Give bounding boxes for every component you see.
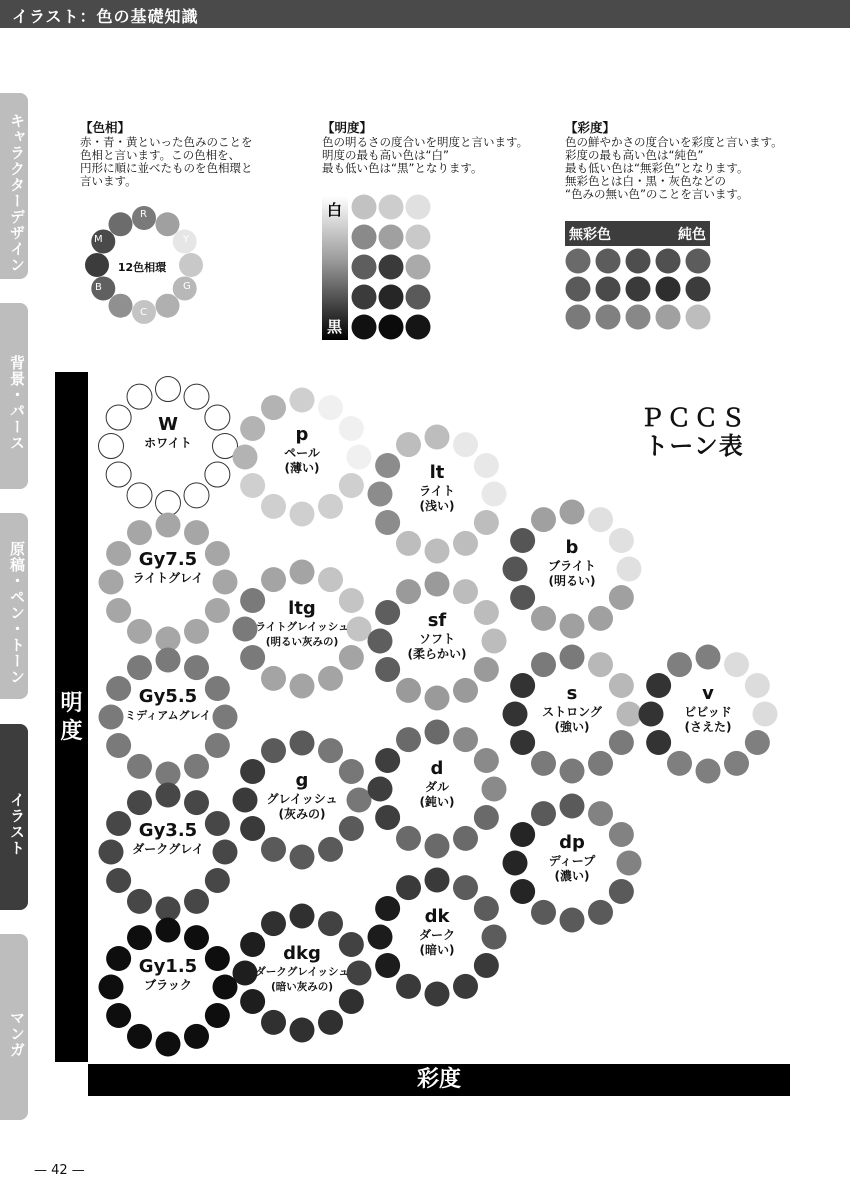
ring-gy15-dot (184, 1024, 209, 1049)
value-swatch-dot (379, 195, 404, 220)
chroma-swatch-dot (626, 249, 651, 274)
side-tab-label: マンガ (8, 1010, 26, 1058)
hue-text-line: 言います。 (80, 174, 137, 188)
tone-label-dkg (247, 943, 357, 995)
tone-label-dp (517, 832, 627, 884)
tone-label-b (517, 537, 627, 589)
ring-w-dot (156, 491, 181, 516)
ring-lt-dot (425, 539, 450, 564)
tone-name: ディープ (548, 854, 596, 868)
ring-ltg-dot (261, 666, 286, 691)
hue-letter-c: C (140, 307, 147, 318)
ring-s-dot (588, 751, 613, 776)
ring-dk-dot (425, 868, 450, 893)
tone-label-gy35 (113, 820, 223, 857)
chroma-text-line: 彩度の最も高い色は“純色” (565, 148, 704, 162)
ring-b-dot (560, 614, 585, 639)
ring-p-dot (261, 395, 286, 420)
tone-code: ltg (288, 598, 316, 619)
value-swatch-dot (352, 285, 377, 310)
tone-name: ブライト (548, 559, 596, 573)
tone-code: Gy5.5 (138, 686, 198, 707)
ring-dk-dot (453, 974, 478, 999)
ring-gy35-dot (127, 790, 152, 815)
ring-v-dot (667, 652, 692, 677)
value-swatch-dot (406, 195, 431, 220)
ring-ltg-dot (318, 666, 343, 691)
ring-ltg-dot (290, 674, 315, 699)
tone-name: (灰みの) (278, 807, 326, 821)
ring-gy35-dot (184, 790, 209, 815)
ring-ltg-dot (290, 560, 315, 585)
ring-s-dot (531, 751, 556, 776)
side-tab-label: 原稿・ペン・トーン (8, 541, 26, 685)
chroma-swatch-dot (686, 249, 711, 274)
hue-letter-r: R (140, 209, 147, 220)
tone-label-gy15 (113, 956, 223, 993)
ring-dkg-dot (290, 904, 315, 929)
ring-s-dot (560, 759, 585, 784)
tone-code: b (565, 537, 579, 558)
tone-code: p (295, 424, 309, 445)
ring-s-dot (531, 652, 556, 677)
tone-label-sf (382, 610, 492, 662)
tone-code: dkg (283, 943, 321, 964)
ring-dkg-dot (261, 1010, 286, 1035)
tone-code: v (702, 683, 714, 704)
tone-code: W (158, 414, 178, 435)
ring-lt-dot (453, 432, 478, 457)
value-text-line: 色の明るさの度合いを明度と言います。 (322, 135, 529, 149)
achromatic-label: 無彩色 (569, 227, 611, 243)
tone-name: (暗い) (419, 943, 455, 957)
ring-v-dot (724, 751, 749, 776)
tone-name: (強い) (554, 720, 590, 734)
chroma-swatch-dot (656, 277, 681, 302)
ring-b-dot (588, 507, 613, 532)
tone-name: ダークグレイ (132, 842, 204, 856)
value-swatch-dot (379, 225, 404, 250)
chroma-swatch-dot (626, 277, 651, 302)
ring-p-dot (318, 395, 343, 420)
ring-d-dot (396, 826, 421, 851)
ring-dkg-dot (318, 911, 343, 936)
chroma-swatch-dot (566, 305, 591, 330)
ring-dkg-dot (318, 1010, 343, 1035)
hue-letter-g: G (183, 281, 191, 292)
tone-name: ビビッド (684, 705, 732, 719)
ring-gy75-dot (205, 598, 230, 623)
ring-gy55-dot (156, 648, 181, 673)
value-swatch-dot (379, 255, 404, 280)
tone-code: sf (427, 610, 447, 631)
ring-sf-dot (453, 678, 478, 703)
ring-v-dot (667, 751, 692, 776)
tone-code: lt (429, 462, 445, 483)
chroma-text-line: 最も低い色は“無彩色”となります。 (565, 161, 749, 175)
ring-lt-dot (453, 531, 478, 556)
tone-label-w (113, 414, 223, 451)
ring-g-dot (318, 837, 343, 862)
value-swatch-dot (406, 285, 431, 310)
ring-d-dot (425, 720, 450, 745)
tone-label-dk (382, 906, 492, 958)
chroma-axis-label: 彩度 (416, 1067, 461, 1092)
ring-dkg-dot (290, 1018, 315, 1043)
chroma-swatch-dot (596, 277, 621, 302)
tone-name: (明るい灰みの) (265, 636, 339, 648)
ring-dk-dot (453, 875, 478, 900)
tone-code: d (430, 758, 444, 779)
ring-g-dot (318, 738, 343, 763)
ring-v-dot (696, 759, 721, 784)
tone-code: s (566, 683, 578, 704)
ring-gy15-dot (156, 918, 181, 943)
ring-v-dot (724, 652, 749, 677)
tone-code: dk (424, 906, 450, 927)
value-swatch-dot (406, 255, 431, 280)
ring-dp-dot (588, 900, 613, 925)
black-label: 黒 (327, 318, 343, 336)
ring-p-dot (318, 494, 343, 519)
chroma-swatch-dot (686, 305, 711, 330)
hue-text-line: 色相と言います。この色相を、 (80, 148, 241, 162)
hue-text-line: 円形に順に並べたものを色相環と (80, 161, 253, 175)
side-tab-label: イラスト (8, 792, 26, 856)
ring-p-dot (290, 388, 315, 413)
tone-name: (浅い) (419, 499, 455, 513)
hue-wheel-label: 12色相環 (117, 261, 167, 274)
ring-p-dot (240, 473, 265, 498)
ring-sf-dot (453, 579, 478, 604)
pure-color-label: 純色 (678, 227, 706, 243)
ring-gy55-dot (106, 733, 131, 758)
tone-label-g (247, 770, 357, 822)
ring-v-dot (696, 645, 721, 670)
tone-label-gy75 (113, 549, 223, 586)
value-swatch-dot (379, 315, 404, 340)
ring-gy75-dot (184, 619, 209, 644)
ring-b-dot (531, 507, 556, 532)
ring-dp-dot (531, 801, 556, 826)
tone-label-v (653, 683, 763, 735)
ring-g-dot (261, 837, 286, 862)
page-title: イラスト：色の基礎知識 (12, 7, 199, 26)
ring-gy55-dot (127, 754, 152, 779)
ring-gy55-dot (184, 754, 209, 779)
ring-dp-dot (588, 801, 613, 826)
ring-g-dot (261, 738, 286, 763)
tone-name: ストロング (542, 705, 602, 719)
ring-p-dot (290, 502, 315, 527)
chroma-text-line: 色の鮮やかさの度合いを彩度と言います。 (565, 135, 783, 149)
ring-w-dot (184, 384, 209, 409)
ring-dk-dot (396, 974, 421, 999)
side-tab-label: キャラクターデザイン (8, 113, 26, 273)
chroma-swatch-dot (566, 277, 591, 302)
ring-w-dot (184, 483, 209, 508)
ring-dk-dot (425, 982, 450, 1007)
ring-gy15-dot (106, 1003, 131, 1028)
tone-name: ライト (419, 484, 455, 498)
tone-name: グレイッシュ (266, 792, 338, 806)
tone-label-p (247, 424, 357, 476)
ring-dkg-dot (261, 911, 286, 936)
page-number: — 42 — (34, 1163, 85, 1178)
tone-name: ブラック (144, 978, 192, 992)
hue-letter-m: M (94, 234, 103, 245)
ring-gy35-dot (106, 868, 131, 893)
ring-p-dot (261, 494, 286, 519)
ring-d-dot (453, 727, 478, 752)
ring-d-dot (396, 727, 421, 752)
ring-gy15-dot (184, 925, 209, 950)
ring-gy55-dot (127, 655, 152, 680)
tone-name: (明るい) (548, 574, 596, 588)
ring-w-dot (127, 384, 152, 409)
chart-title-line: トーン表 (644, 432, 744, 460)
ring-gy15-dot (205, 1003, 230, 1028)
value-text-line: 明度の最も高い色は“白” (322, 148, 449, 162)
chroma-swatch-dot (656, 305, 681, 330)
chroma-text-line: “色みの無い色”のことを言います。 (565, 187, 749, 201)
tone-name: (さえた) (684, 720, 732, 734)
tone-label-s (517, 683, 627, 735)
value-swatch-dot (352, 315, 377, 340)
ring-w-dot (156, 377, 181, 402)
chroma-swatch-dot (626, 305, 651, 330)
ring-sf-dot (425, 572, 450, 597)
hue-letter-y: Y (183, 234, 190, 245)
tone-code: g (295, 770, 309, 791)
ring-s-dot (588, 652, 613, 677)
value-swatch-dot (379, 285, 404, 310)
tone-name: ダークグレイッシュ (255, 966, 349, 978)
value-swatch-dot (406, 315, 431, 340)
ring-gy75-dot (106, 598, 131, 623)
ring-w-dot (106, 462, 131, 487)
ring-dk-dot (396, 875, 421, 900)
ring-gy15-dot (127, 925, 152, 950)
hue-wheel-dot (109, 294, 133, 318)
ring-b-dot (560, 500, 585, 525)
ring-gy15-dot (156, 1032, 181, 1057)
chroma-swatch-dot (686, 277, 711, 302)
ring-g-dot (290, 845, 315, 870)
ring-gy75-dot (184, 520, 209, 545)
chroma-text-line: 無彩色とは白・黒・灰色などの (565, 174, 726, 188)
tone-name: ダル (424, 780, 449, 794)
ring-gy75-dot (156, 513, 181, 538)
tone-name: (柔らかい) (407, 647, 467, 661)
tone-label-lt (382, 462, 492, 514)
ring-gy55-dot (184, 655, 209, 680)
ring-gy35-dot (184, 889, 209, 914)
tone-name: (暗い灰みの) (270, 981, 334, 993)
tone-name: ダーク (418, 928, 455, 942)
ring-gy75-dot (127, 520, 152, 545)
value-swatch-dot (406, 225, 431, 250)
chroma-swatch-dot (656, 249, 681, 274)
chart-title (640, 404, 748, 460)
ring-s-dot (560, 645, 585, 670)
chroma-swatch-dot (596, 249, 621, 274)
tone-code: Gy3.5 (138, 820, 198, 841)
ring-gy15-dot (127, 1024, 152, 1049)
tone-code: Gy7.5 (138, 549, 198, 570)
tone-name: ライトグレイッシュ (255, 621, 349, 633)
ring-p-dot (339, 473, 364, 498)
ring-sf-dot (425, 686, 450, 711)
ring-gy35-dot (205, 868, 230, 893)
ring-w-dot (205, 462, 230, 487)
value-title: 【明度】 (322, 120, 373, 135)
hue-wheel-dot (156, 294, 180, 318)
tone-label-ltg (247, 598, 357, 650)
tone-name: (薄い) (284, 461, 320, 475)
hue-wheel-dot (179, 253, 203, 277)
ring-lt-dot (425, 425, 450, 450)
value-swatch-dot (352, 255, 377, 280)
value-swatch-dot (352, 225, 377, 250)
value-swatch-dot (352, 195, 377, 220)
ring-lt-dot (396, 432, 421, 457)
hue-wheel-dot (156, 212, 180, 236)
tone-name: ライトグレイ (132, 571, 204, 585)
tone-name: (濃い) (554, 869, 590, 883)
hue-text-line: 赤・青・黄といった色みのことを (80, 135, 253, 149)
ring-ltg-dot (261, 567, 286, 592)
ring-lt-dot (396, 531, 421, 556)
hue-wheel-dot (109, 212, 133, 236)
value-axis-label: 明度 (60, 691, 83, 744)
ring-gy75-dot (127, 619, 152, 644)
chart-title-line: ＰＣＣＳ (640, 404, 748, 432)
ring-sf-dot (396, 678, 421, 703)
tone-code: dp (559, 832, 585, 853)
hue-letter-b: B (95, 282, 102, 293)
ring-gy55-dot (205, 733, 230, 758)
ring-b-dot (531, 606, 556, 631)
tone-name: ペール (284, 446, 320, 460)
ring-w-dot (127, 483, 152, 508)
value-text-line: 最も低い色は“黒”となります。 (322, 161, 483, 175)
ring-g-dot (290, 731, 315, 756)
tone-name: (鈍い) (419, 795, 455, 809)
ring-d-dot (453, 826, 478, 851)
ring-gy35-dot (127, 889, 152, 914)
chroma-swatch-dot (596, 305, 621, 330)
tone-name: ミディアムグレイ (125, 709, 211, 722)
hue-title: 【色相】 (80, 120, 131, 135)
ring-dp-dot (560, 908, 585, 933)
tone-code: Gy1.5 (138, 956, 198, 977)
white-label: 白 (327, 201, 343, 219)
tone-name: ホワイト (144, 436, 192, 450)
tone-label-d (382, 758, 492, 810)
ring-dp-dot (531, 900, 556, 925)
ring-sf-dot (396, 579, 421, 604)
tone-name: ソフト (418, 632, 455, 646)
ring-gy35-dot (156, 783, 181, 808)
ring-b-dot (588, 606, 613, 631)
chroma-swatch-dot (566, 249, 591, 274)
ring-dp-dot (560, 794, 585, 819)
side-tab-label: 背景・パース (8, 355, 26, 451)
chroma-title: 【彩度】 (565, 120, 616, 135)
ring-ltg-dot (318, 567, 343, 592)
ring-d-dot (425, 834, 450, 859)
tone-label-gy55 (113, 686, 223, 723)
